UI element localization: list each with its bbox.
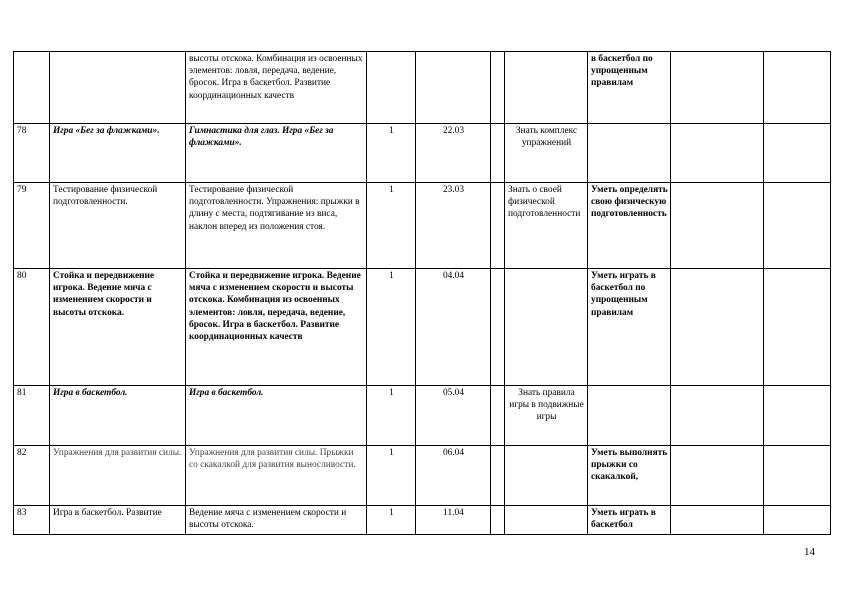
empty-cell [671,386,764,446]
knowledge-requirement [505,446,588,506]
empty-cell [491,124,505,183]
lesson-number: 80 [14,269,50,386]
lesson-hours: 1 [367,124,416,183]
empty-cell [764,386,831,446]
empty-cell [671,506,764,535]
lesson-date: 23.03 [416,183,491,269]
table-row [14,386,831,446]
empty-cell [491,386,505,446]
empty-cell [671,446,764,506]
table-row [14,52,831,124]
knowledge-requirement: Знать о своей физической подготовленности [505,183,588,269]
lesson-number: 79 [14,183,50,269]
lesson-topic: Тестирование физической подготовленности. [50,183,186,269]
lesson-date: 11.04 [416,506,491,535]
lesson-number: 78 [14,124,50,183]
lesson-topic: Стойка и передвижение игрока. Ведение мяча с изменением скорости и высоты отскока. [50,269,186,386]
lesson-topic: Упражнения для развития силы. [50,446,186,506]
empty-cell [491,446,505,506]
knowledge-requirement [505,506,588,535]
lesson-number: 83 [14,506,50,535]
lesson-hours: 1 [367,269,416,386]
lesson-number [14,52,50,124]
lesson-hours: 1 [367,386,416,446]
empty-cell [764,269,831,386]
table-row [14,506,831,535]
knowledge-requirement [505,52,588,124]
lesson-content: Стойка и передвижение игрока. Ведение мяча с изменением скорости и высоты отскока. Комбинация из освоенных элементов: ловля, передача, ведение, бросок. Игра в баскетбол. Развитие координационных качеств [186,269,367,386]
table-row [14,124,831,183]
empty-cell [671,124,764,183]
skill-requirement: Уметь определять свою физическую подготовленность [588,183,671,269]
empty-cell [671,183,764,269]
lesson-number: 82 [14,446,50,506]
lesson-content: Ведение мяча с изменением скорости и высоты отскока. [186,506,367,535]
empty-cell [491,269,505,386]
table-row [14,446,831,506]
lesson-hours: 1 [367,183,416,269]
skill-requirement: в баскетбол по упрощенным правилам [588,52,671,124]
lesson-topic [50,52,186,124]
skill-requirement: Уметь выполнять прыжки со скакалкой, [588,446,671,506]
skill-requirement [588,124,671,183]
lesson-content: Игра в баскетбол. [186,386,367,446]
lesson-plan-table [13,51,831,535]
knowledge-requirement: Знать правила игры в подвижные игры [505,386,588,446]
lesson-date [416,52,491,124]
lesson-topic: Игра в баскетбол. Развитие [50,506,186,535]
knowledge-requirement: Знать комплекс упражнений [505,124,588,183]
table-row [14,183,831,269]
lesson-content: Гимнастика для глаз. Игра «Бег за флажками». [186,124,367,183]
lesson-number: 81 [14,386,50,446]
lesson-hours: 1 [367,446,416,506]
lesson-content: высоты отскока. Комбинация из освоенных элементов: ловля, передача, ведение, бросок. Игра в баскетбол. Развитие координационных качеств [186,52,367,124]
empty-cell [764,506,831,535]
lesson-date: 06.04 [416,446,491,506]
page-number: 14 [804,546,815,558]
lesson-hours: 1 [367,506,416,535]
empty-cell [491,52,505,124]
lesson-topic: Игра «Бег за флажками». [50,124,186,183]
empty-cell [764,124,831,183]
skill-requirement [588,386,671,446]
empty-cell [764,52,831,124]
lesson-topic: Игра в баскетбол. [50,386,186,446]
empty-cell [671,269,764,386]
knowledge-requirement [505,269,588,386]
lesson-date: 04.04 [416,269,491,386]
empty-cell [764,183,831,269]
empty-cell [491,183,505,269]
skill-requirement: Уметь играть в баскетбол по упрощенным правилам [588,269,671,386]
lesson-content: Тестирование физической подготовленности. Упражнения: прыжки в длину с места, подтягивание из виса, наклон вперед из положения стоя. [186,183,367,269]
empty-cell [671,52,764,124]
skill-requirement: Уметь играть в баскетбол [588,506,671,535]
lesson-date: 05.04 [416,386,491,446]
lesson-hours [367,52,416,124]
empty-cell [764,446,831,506]
empty-cell [491,506,505,535]
lesson-date: 22.03 [416,124,491,183]
table-row [14,269,831,386]
lesson-content: Упражнения для развития силы. Прыжки со скакалкой для развития выносливости. [186,446,367,506]
